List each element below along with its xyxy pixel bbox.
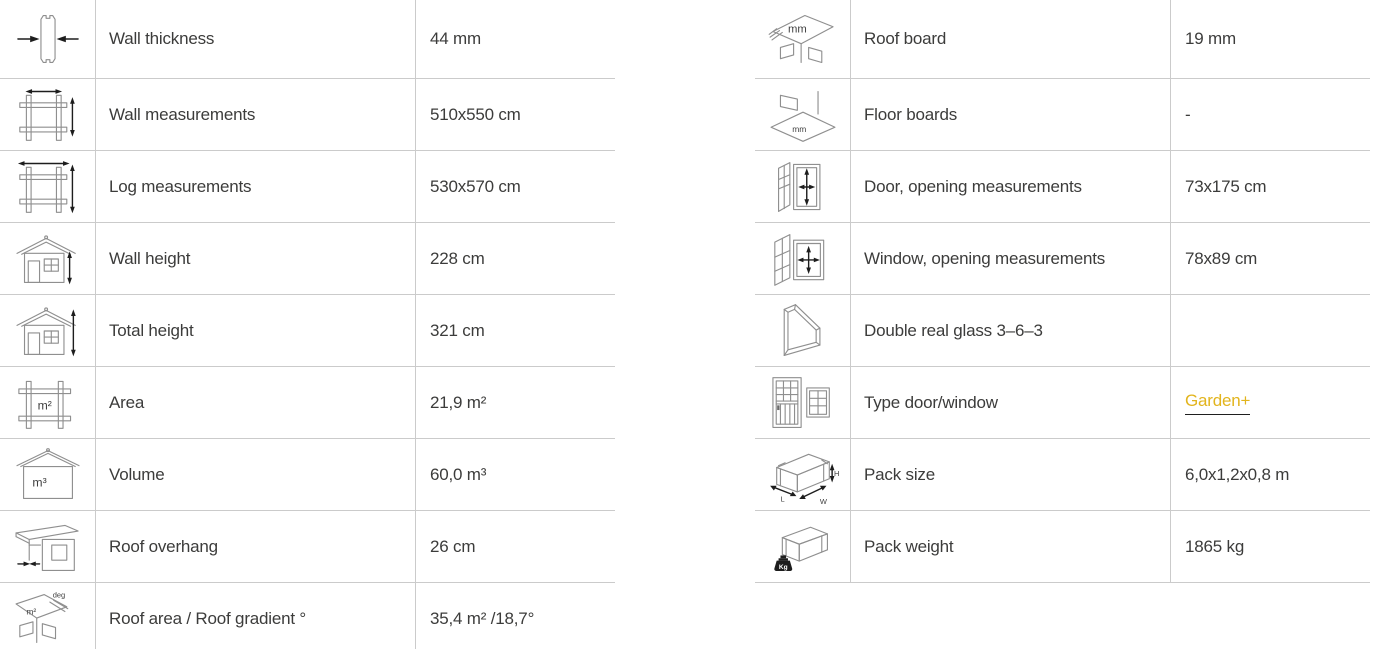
roof-board-icon	[767, 8, 839, 70]
spec-label: Roof overhang	[96, 511, 416, 582]
spec-icon-cell	[755, 439, 851, 510]
spec-label: Log measurements	[96, 151, 416, 222]
spec-value	[1171, 367, 1370, 438]
floor-boards-icon	[767, 84, 839, 146]
spec-value: 35,4 m² /18,7°	[430, 608, 535, 628]
volume-icon	[12, 444, 84, 506]
spec-value: -	[1185, 104, 1191, 124]
spec-label: Wall measurements	[96, 79, 416, 150]
window-opening-icon	[767, 228, 839, 290]
spec-icon-cell	[0, 0, 96, 78]
spec-value: 78x89 cm	[1185, 248, 1258, 268]
spec-value: 60,0 m³	[430, 464, 487, 484]
spec-icon-cell	[755, 295, 851, 366]
spec-label: Area	[96, 367, 416, 438]
spec-label: Wall thickness	[96, 0, 416, 78]
double-glass-icon	[767, 300, 839, 362]
wall-measurements-icon	[12, 84, 84, 146]
spec-value: 19 mm	[1185, 29, 1236, 48]
spec-icon-cell	[0, 223, 96, 294]
spec-label: Double real glass 3–6–3	[851, 295, 1171, 366]
spec-icon-cell	[755, 223, 851, 294]
spec-value: 44 mm	[430, 29, 481, 48]
spec-row	[0, 583, 615, 649]
spec-value	[1171, 295, 1370, 366]
pack-weight-icon	[767, 516, 839, 578]
spec-table-left	[0, 0, 615, 649]
spec-label: Type door/window	[851, 367, 1171, 438]
spec-row	[0, 223, 615, 295]
spec-row	[0, 79, 615, 151]
svg-text:Kg: Kg	[778, 563, 788, 571]
spec-label: Total height	[96, 295, 416, 366]
pack-size-icon	[767, 444, 839, 506]
spec-row	[0, 367, 615, 439]
spec-icon-cell	[0, 367, 96, 438]
door-opening-icon	[767, 156, 839, 218]
roof-area-gradient-icon	[12, 588, 84, 649]
spec-icon-cell	[755, 367, 851, 438]
spec-row	[0, 439, 615, 511]
wall-thickness-icon	[12, 8, 84, 70]
spec-icon-cell	[0, 151, 96, 222]
type-door-window-link[interactable]: Garden+	[1185, 391, 1250, 415]
spec-label: Pack weight	[851, 511, 1171, 582]
spec-row	[0, 295, 615, 367]
svg-text:m²: m²	[25, 605, 36, 616]
spec-icon-cell	[755, 151, 851, 222]
spec-label: Volume	[96, 439, 416, 510]
spec-label: Floor boards	[851, 79, 1171, 150]
spec-value: 321 cm	[430, 320, 485, 340]
roof-overhang-icon	[12, 516, 84, 578]
svg-text:L: L	[779, 493, 785, 503]
svg-text:m³: m³	[31, 474, 47, 489]
svg-text:m²: m²	[37, 398, 52, 413]
spec-icon-cell	[0, 295, 96, 366]
spec-value: 530x570 cm	[430, 176, 521, 196]
spec-row	[0, 511, 615, 583]
type-door-window-icon	[767, 372, 839, 434]
spec-label: Door, opening measurements	[851, 151, 1171, 222]
total-height-icon	[12, 300, 84, 362]
spec-value: 228 cm	[430, 248, 485, 268]
spec-icon-cell	[0, 511, 96, 582]
spec-value: 1865 kg	[1185, 536, 1245, 556]
spec-label: Roof board	[851, 0, 1171, 78]
spec-row	[755, 367, 1370, 439]
spec-row	[755, 295, 1370, 367]
spec-label: Roof area / Roof gradient °	[96, 583, 416, 649]
spec-value: 6,0x1,2x0,8 m	[1185, 464, 1290, 484]
spec-icon-cell	[0, 583, 96, 649]
spec-row	[755, 0, 1370, 79]
spec-value: 510x550 cm	[430, 104, 521, 124]
spec-icon-cell	[0, 79, 96, 150]
spec-icon-cell	[755, 511, 851, 582]
spec-row	[0, 151, 615, 223]
spec-row	[755, 439, 1370, 511]
spec-label: Pack size	[851, 439, 1171, 510]
spec-row	[755, 223, 1370, 295]
svg-text:mm: mm	[791, 123, 806, 134]
spec-label: Wall height	[96, 223, 416, 294]
log-measurements-icon	[12, 156, 84, 218]
svg-text:deg: deg	[52, 589, 65, 599]
spec-icon-cell	[0, 439, 96, 510]
spec-row	[0, 0, 615, 79]
wall-height-icon	[12, 228, 84, 290]
spec-table-right	[755, 0, 1370, 583]
area-icon	[12, 372, 84, 434]
svg-text:mm: mm	[787, 23, 807, 36]
spec-row	[755, 79, 1370, 151]
spec-value: 21,9 m²	[430, 392, 487, 412]
spec-value: 73x175 cm	[1185, 176, 1267, 196]
spec-value: 26 cm	[430, 536, 476, 556]
svg-text:H: H	[833, 468, 839, 478]
spec-icon-cell	[755, 79, 851, 150]
spec-row	[755, 511, 1370, 583]
spec-label: Window, opening measurements	[851, 223, 1171, 294]
svg-text:W: W	[819, 496, 827, 506]
spec-icon-cell	[755, 0, 851, 78]
spec-row	[755, 151, 1370, 223]
